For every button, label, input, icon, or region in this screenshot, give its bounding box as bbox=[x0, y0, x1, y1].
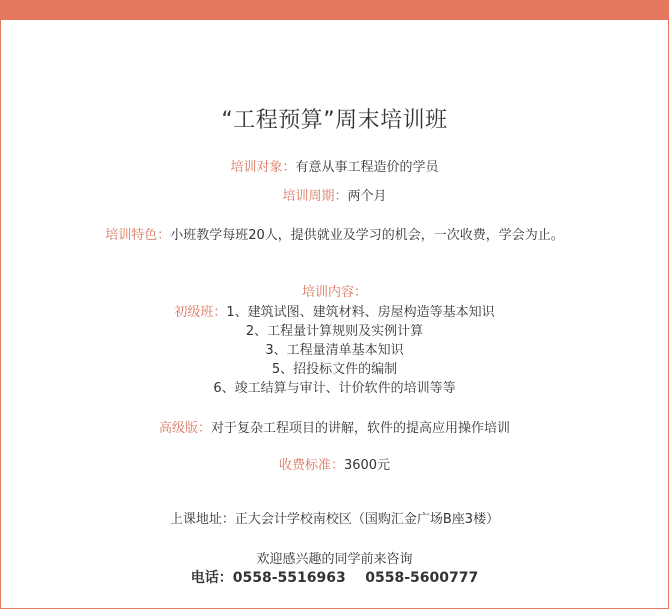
period-value: 两个月 bbox=[347, 189, 387, 204]
beginner-item: 5、招投标文件的编制 bbox=[271, 362, 398, 377]
feature-line bbox=[1, 227, 668, 245]
address-line: 上课地址：正大会计学校南校区（国购汇金广场B座3楼） bbox=[169, 512, 500, 527]
target-line bbox=[1, 159, 668, 177]
target-label: 培训对象： bbox=[230, 160, 296, 175]
beginner-item: 3、工程量清单基本知识 bbox=[265, 343, 404, 358]
beginner-item: 6、竣工结算与审计、计价软件的培训等等 bbox=[213, 381, 456, 396]
beginner-item: 2、工程量计算规则及实例计算 bbox=[245, 324, 424, 339]
poster-frame bbox=[0, 20, 669, 609]
top-accent-bar bbox=[0, 0, 669, 20]
content-heading: 培训内容： bbox=[301, 285, 367, 300]
target-value: 有意从事工程造价的学员 bbox=[295, 160, 439, 175]
beginner-item: 1、建筑试图、建筑材料、房屋构造等基本知识 bbox=[226, 305, 495, 320]
phone-numbers: 0558-5516963 0558-5600777 bbox=[232, 570, 479, 586]
fee-label: 收费标准： bbox=[278, 458, 344, 473]
advanced-label: 高级版： bbox=[158, 421, 211, 436]
period-line bbox=[1, 188, 668, 206]
period-label: 培训周期： bbox=[282, 189, 348, 204]
welcome-line: 欢迎感兴趣的同学前来咨询 bbox=[256, 552, 413, 567]
phone-label: 电话： bbox=[190, 570, 233, 586]
feature-label: 培训特色： bbox=[105, 228, 171, 243]
fee-line bbox=[1, 457, 668, 475]
fee-value: 3600元 bbox=[343, 458, 391, 473]
page-title: “工程预算”周末培训班 bbox=[221, 108, 448, 133]
beginner-label: 初级班： bbox=[174, 305, 227, 320]
phone-line bbox=[1, 569, 668, 587]
advanced-value: 对于复杂工程项目的讲解，软件的提高应用操作培训 bbox=[211, 421, 511, 436]
beginner-line-1 bbox=[1, 304, 668, 322]
feature-value: 小班教学每班20人，提供就业及学习的机会，一次收费，学会为止。 bbox=[170, 228, 564, 243]
advanced-line bbox=[1, 420, 668, 438]
